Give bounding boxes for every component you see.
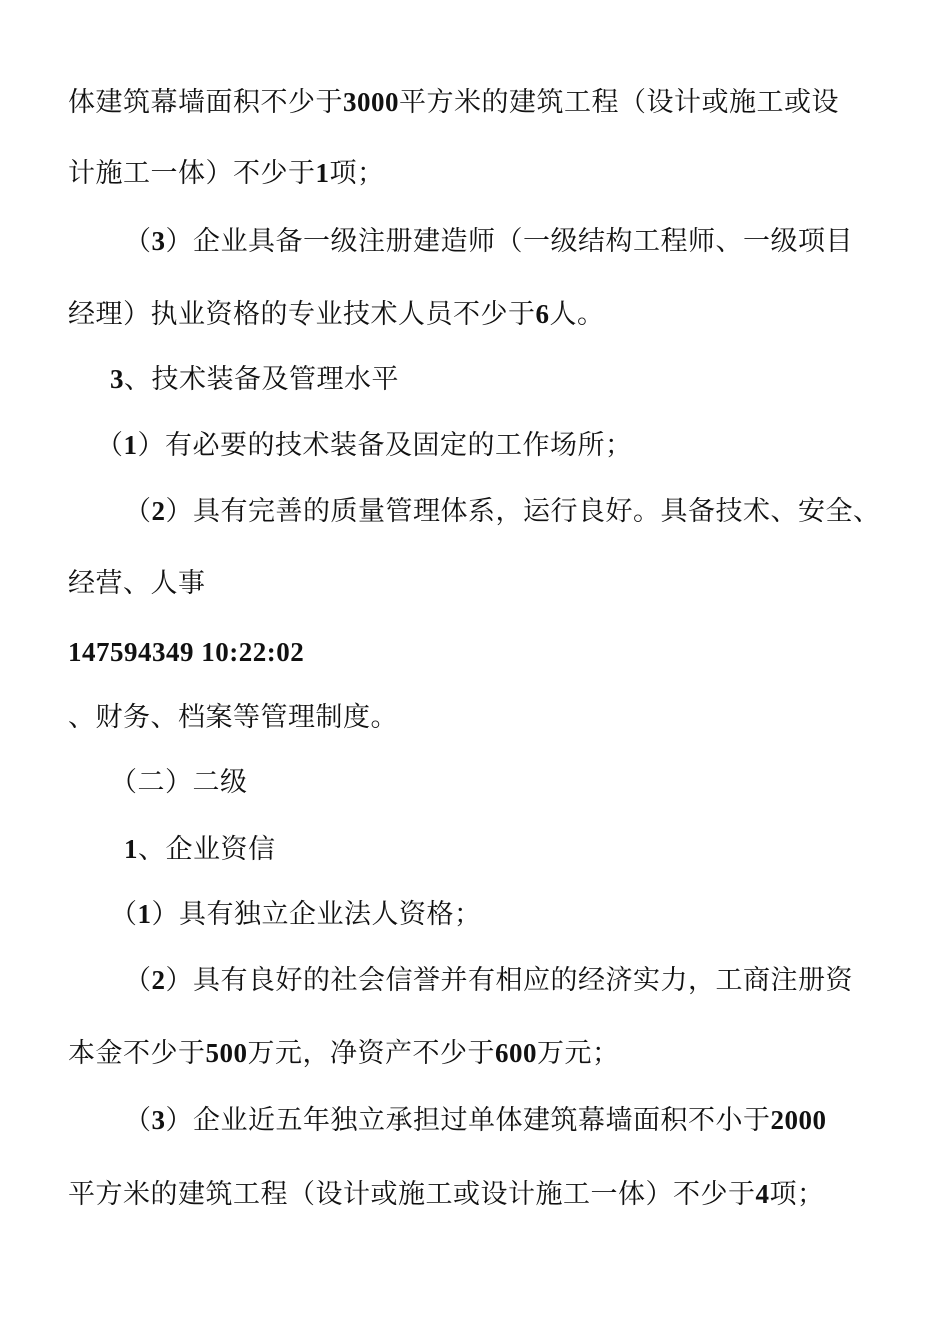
section-heading-1: 1、企业资信 (124, 834, 276, 865)
paragraph-line-7: （2）具有完善的质量管理体系，运行良好。具备技术、安全、 (124, 496, 881, 527)
paragraph-line-10: 、财务、档案等管理制度。 (68, 702, 398, 733)
paragraph-line-1: 体建筑幕墙面积不少于3000平方米的建筑工程（设计或施工或设 (68, 87, 839, 118)
paragraph-line-15: 本金不少于500万元，净资产不少于600万元； (68, 1038, 620, 1069)
timestamp-text: 147594349 10:22:02 (68, 637, 305, 667)
section-heading-3: 3、技术装备及管理水平 (110, 364, 399, 395)
paragraph-line-14: （2）具有良好的社会信誉并有相应的经济实力，工商注册资 (124, 965, 853, 996)
paragraph-line-17: 平方米的建筑工程（设计或施工或设计施工一体）不少于4项； (68, 1179, 825, 1210)
paragraph-line-2: 计施工一体）不少于1项； (68, 158, 385, 189)
paragraph-line-6: （1）有必要的技术装备及固定的工作场所； (96, 430, 633, 461)
paragraph-line-3: （3）企业具备一级注册建造师（一级结构工程师、一级项目 (124, 226, 853, 257)
section-heading-level-2: （二）二级 (110, 767, 248, 798)
paragraph-line-13: （1）具有独立企业法人资格； (110, 899, 482, 930)
paragraph-line-4: 经理）执业资格的专业技术人员不少于6人。 (68, 299, 605, 330)
paragraph-line-16: （3）企业近五年独立承担过单体建筑幕墙面积不小于2000 (124, 1105, 827, 1136)
paragraph-line-8: 经营、人事 (68, 568, 206, 599)
